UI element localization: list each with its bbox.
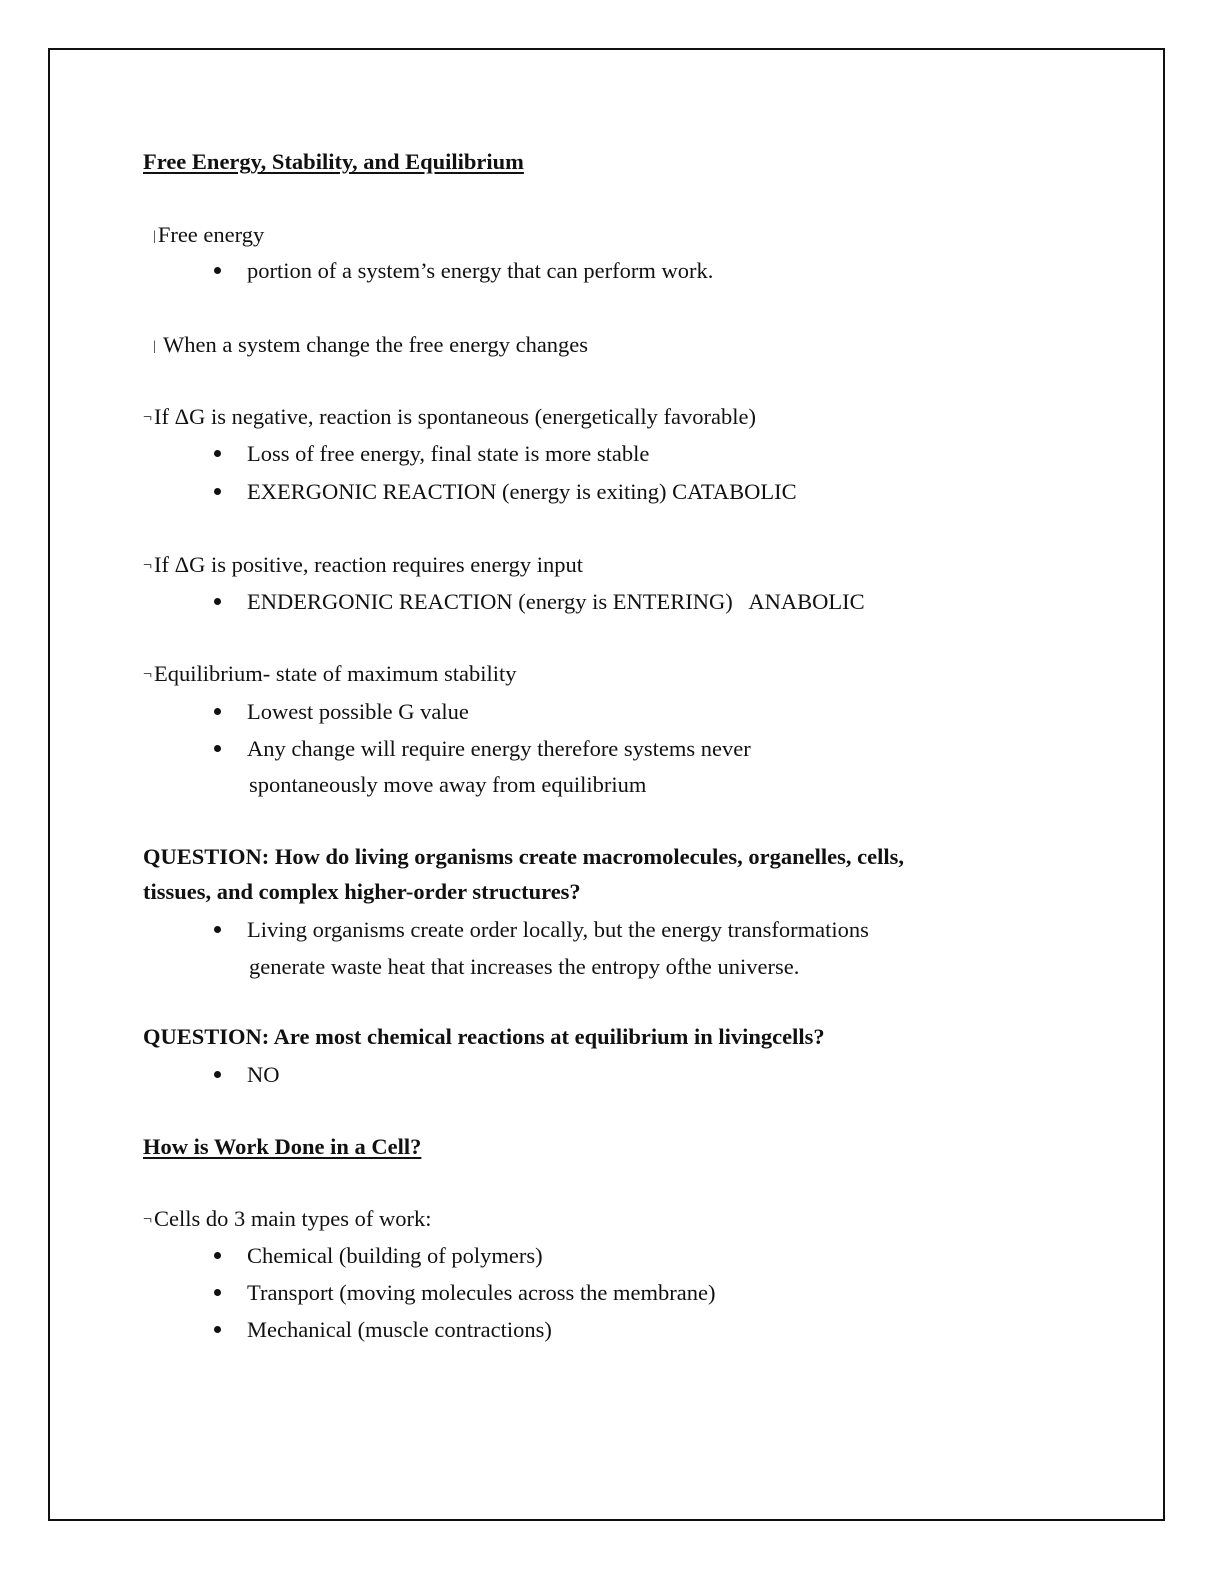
bullet-icon bbox=[214, 1071, 221, 1078]
bullet-item bbox=[214, 1241, 543, 1271]
bullet-item bbox=[214, 439, 649, 469]
item-text: If ΔG is negative, reaction is spontaneous (energetically favorable) bbox=[154, 404, 756, 429]
bullet-continuation: generate waste heat that increases the entropy ofthe universe. bbox=[249, 954, 800, 979]
bullet-text: Mechanical (muscle contractions) bbox=[247, 1317, 552, 1342]
bullet-text: EXERGONIC REACTION (energy is exiting) CATABOLIC bbox=[247, 479, 797, 504]
item-dg-positive bbox=[143, 550, 583, 580]
item-free-energy bbox=[143, 220, 264, 250]
bullet-item bbox=[214, 477, 797, 507]
item-text: Equilibrium- state of maximum stability bbox=[154, 661, 517, 686]
marker-glyph: ¬ bbox=[143, 666, 153, 683]
bullet-icon bbox=[214, 267, 221, 274]
bullet-icon bbox=[214, 450, 221, 457]
bullet-icon bbox=[214, 745, 221, 752]
question-heading: QUESTION: How do living organisms create macromolecules, organelles, cells, bbox=[143, 844, 904, 869]
marker-glyph: ¬ bbox=[143, 1211, 153, 1228]
section-heading-work: How is Work Done in a Cell? bbox=[143, 1134, 422, 1159]
item-work-types bbox=[143, 1204, 432, 1234]
bullet-text: ENDERGONIC REACTION (energy is ENTERING) ANABOLIC bbox=[247, 589, 865, 614]
bullet-icon bbox=[214, 1326, 221, 1333]
bullet-item bbox=[214, 1278, 715, 1308]
item-text: If ΔG is positive, reaction requires energy input bbox=[154, 552, 583, 577]
bullet-text: Lowest possible G value bbox=[247, 699, 469, 724]
item-text: Free energy bbox=[157, 222, 265, 247]
item-dg-negative bbox=[143, 402, 756, 432]
bullet-text: Loss of free energy, final state is more stable bbox=[247, 441, 650, 466]
bullet-item bbox=[214, 697, 469, 727]
bullet-item bbox=[214, 256, 713, 286]
bullet-icon bbox=[214, 488, 221, 495]
bullet-text: NO bbox=[247, 1062, 280, 1087]
bullet-text: Chemical (building of polymers) bbox=[247, 1243, 543, 1268]
bullet-continuation: spontaneously move away from equilibrium bbox=[249, 772, 647, 797]
bullet-text: Living organisms create order locally, but the energy transformations bbox=[247, 917, 869, 942]
bullet-text: portion of a system’s energy that can perform work. bbox=[247, 258, 714, 283]
bullet-item bbox=[214, 1315, 552, 1345]
question-heading: QUESTION: Are most chemical reactions at equilibrium in livingcells? bbox=[143, 1024, 825, 1049]
bullet-icon bbox=[214, 1289, 221, 1296]
marker-glyph: ¬ bbox=[143, 409, 153, 426]
item-equilibrium bbox=[143, 659, 516, 689]
bullet-icon bbox=[214, 708, 221, 715]
bullet-item bbox=[214, 734, 751, 764]
bullet-text: Transport (moving molecules across the membrane) bbox=[247, 1280, 716, 1305]
bullet-icon bbox=[214, 926, 221, 933]
item-system-change bbox=[143, 330, 588, 360]
bullet-icon bbox=[214, 1252, 221, 1259]
marker-glyph: | bbox=[153, 229, 156, 244]
bullet-item bbox=[214, 915, 869, 945]
question-heading-continuation: tissues, and complex higher-order structures? bbox=[143, 879, 581, 904]
section-heading-free-energy: Free Energy, Stability, and Equilibrium bbox=[143, 149, 524, 174]
bullet-text: Any change will require energy therefore systems never bbox=[247, 736, 751, 761]
bullet-item bbox=[214, 587, 865, 617]
item-text: Cells do 3 main types of work: bbox=[154, 1206, 432, 1231]
item-text: When a system change the free energy changes bbox=[157, 332, 589, 357]
bullet-item bbox=[214, 1060, 280, 1090]
marker-glyph: | bbox=[153, 339, 156, 354]
bullet-icon bbox=[214, 598, 221, 605]
marker-glyph: ¬ bbox=[143, 557, 153, 574]
